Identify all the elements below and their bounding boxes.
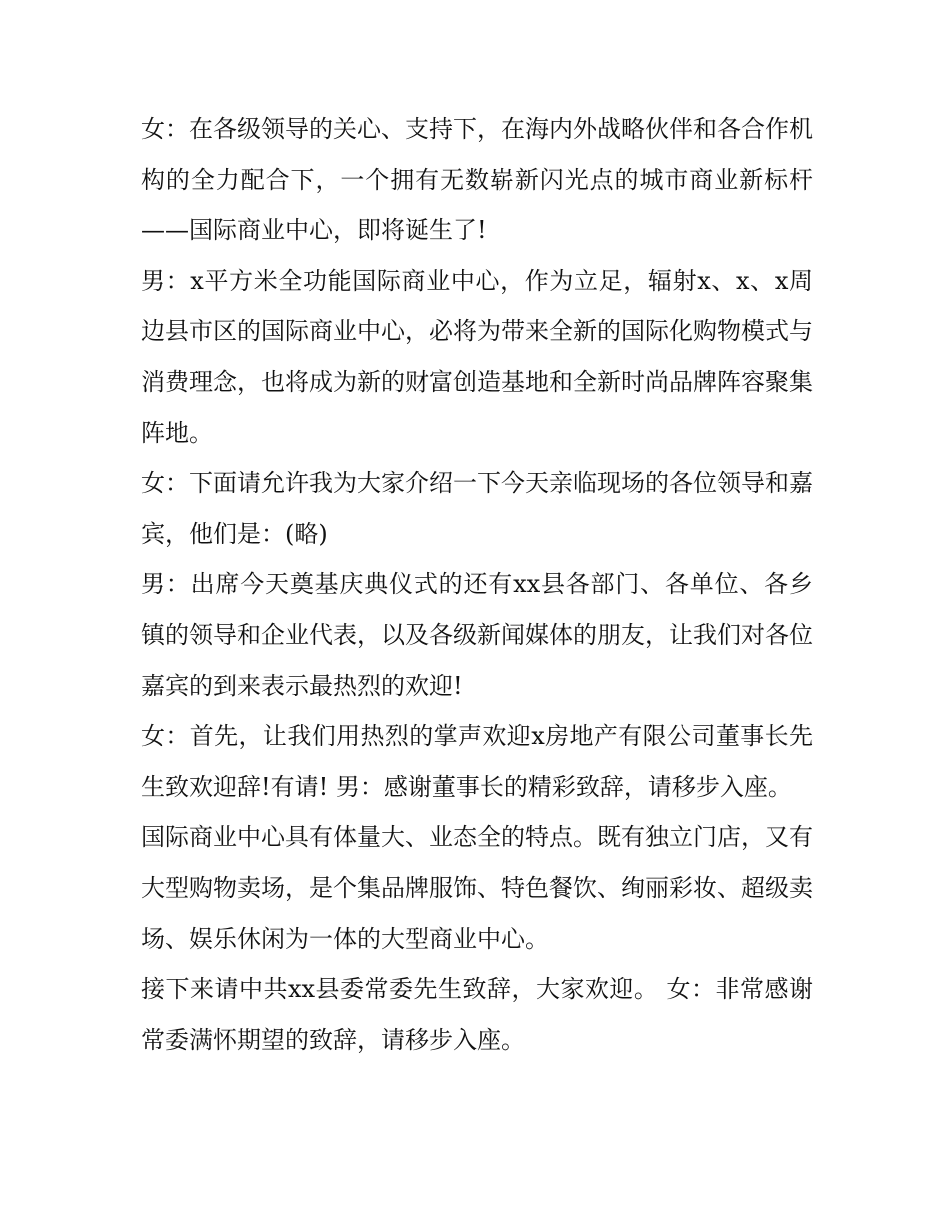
paragraph-committee-speech: 接下来请中共xx县委常委先生致辞，大家欢迎。 女：非常感谢常委满怀期望的致辞，请移步入座。 <box>141 975 813 1054</box>
paragraph-chairman-speech: 女：首先，让我们用热烈的掌声欢迎x房地产有限公司董事长先生致欢迎辞!有请! 男：感谢董事长的精彩致辞，请移步入座。 <box>141 722 813 801</box>
paragraph-center-features: 国际商业中心具有体量大、业态全的特点。既有独立门店，又有大型购物卖场，是个集品牌服饰、特色餐饮、绚丽彩妆、超级卖场、娱乐休闲为一体的大型商业中心。 <box>141 823 813 953</box>
paragraph-welcome-male: 男：出席今天奠基庆典仪式的还有xx县各部门、各单位、各乡镇的领导和企业代表，以及各级新闻媒体的朋友，让我们对各位嘉宾的到来表示最热烈的欢迎! <box>141 570 813 700</box>
paragraph-guests-intro-female: 女：下面请允许我为大家介绍一下今天亲临现场的各位领导和嘉宾，他们是：(略) <box>141 469 813 548</box>
document-body <box>141 104 813 1065</box>
paragraph-opening-female: 女：在各级领导的关心、支持下，在海内外战略伙伴和各合作机构的全力配合下，一个拥有无数崭新闪光点的城市商业新标杆——国际商业中心，即将诞生了! <box>141 115 813 245</box>
paragraph-center-intro-male: 男：x平方米全功能国际商业中心，作为立足，辐射x、x、x周边县市区的国际商业中心，必将为带来全新的国际化购物模式与消费理念，也将成为新的财富创造基地和全新时尚品牌阵容聚集阵地。 <box>141 266 813 447</box>
